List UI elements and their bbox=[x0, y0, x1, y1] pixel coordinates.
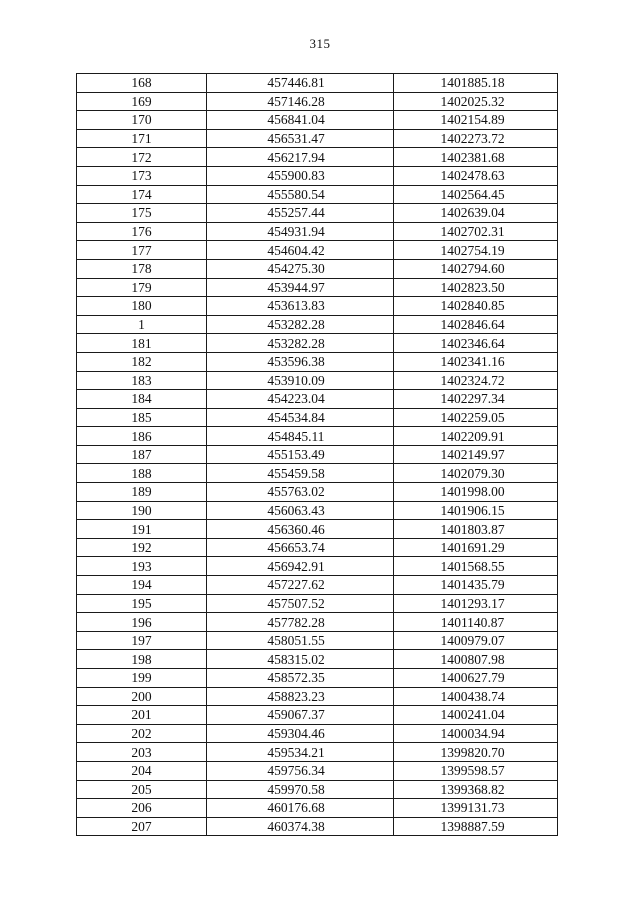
point-id-cell: 188 bbox=[77, 464, 207, 483]
y-coordinate-cell: 1402079.30 bbox=[394, 464, 558, 483]
point-id-cell: 207 bbox=[77, 817, 207, 836]
table-row bbox=[77, 185, 558, 204]
point-id-cell: 187 bbox=[77, 445, 207, 464]
table-row bbox=[77, 780, 558, 799]
x-coordinate-cell: 454223.04 bbox=[207, 390, 394, 409]
table-row bbox=[77, 241, 558, 260]
point-id-cell: 200 bbox=[77, 687, 207, 706]
point-id-cell: 183 bbox=[77, 371, 207, 390]
y-coordinate-cell: 1401998.00 bbox=[394, 483, 558, 502]
y-coordinate-cell: 1398887.59 bbox=[394, 817, 558, 836]
point-id-cell: 176 bbox=[77, 222, 207, 241]
x-coordinate-cell: 456217.94 bbox=[207, 148, 394, 167]
point-id-cell: 168 bbox=[77, 74, 207, 93]
table-row bbox=[77, 111, 558, 130]
y-coordinate-cell: 1400034.94 bbox=[394, 724, 558, 743]
point-id-cell: 174 bbox=[77, 185, 207, 204]
table-row bbox=[77, 613, 558, 632]
table-row bbox=[77, 74, 558, 93]
y-coordinate-cell: 1402702.31 bbox=[394, 222, 558, 241]
point-id-cell: 189 bbox=[77, 483, 207, 502]
y-coordinate-cell: 1401568.55 bbox=[394, 557, 558, 576]
y-coordinate-cell: 1401691.29 bbox=[394, 538, 558, 557]
x-coordinate-cell: 455153.49 bbox=[207, 445, 394, 464]
point-id-cell: 195 bbox=[77, 594, 207, 613]
y-coordinate-cell: 1401293.17 bbox=[394, 594, 558, 613]
x-coordinate-cell: 456360.46 bbox=[207, 520, 394, 539]
x-coordinate-cell: 459304.46 bbox=[207, 724, 394, 743]
x-coordinate-cell: 456841.04 bbox=[207, 111, 394, 130]
table-row bbox=[77, 315, 558, 334]
y-coordinate-cell: 1402840.85 bbox=[394, 297, 558, 316]
table-row bbox=[77, 743, 558, 762]
x-coordinate-cell: 454604.42 bbox=[207, 241, 394, 260]
x-coordinate-cell: 454534.84 bbox=[207, 408, 394, 427]
table-row bbox=[77, 390, 558, 409]
table-row bbox=[77, 278, 558, 297]
y-coordinate-cell: 1400241.04 bbox=[394, 706, 558, 725]
x-coordinate-cell: 458572.35 bbox=[207, 669, 394, 688]
point-id-cell: 169 bbox=[77, 92, 207, 111]
point-id-cell: 177 bbox=[77, 241, 207, 260]
x-coordinate-cell: 456531.47 bbox=[207, 129, 394, 148]
table-row bbox=[77, 761, 558, 780]
x-coordinate-cell: 454275.30 bbox=[207, 259, 394, 278]
y-coordinate-cell: 1399598.57 bbox=[394, 761, 558, 780]
x-coordinate-cell: 454845.11 bbox=[207, 427, 394, 446]
point-id-cell: 179 bbox=[77, 278, 207, 297]
table-row bbox=[77, 631, 558, 650]
table-row bbox=[77, 520, 558, 539]
table-row bbox=[77, 724, 558, 743]
y-coordinate-cell: 1402259.05 bbox=[394, 408, 558, 427]
point-id-cell: 199 bbox=[77, 669, 207, 688]
y-coordinate-cell: 1402346.64 bbox=[394, 334, 558, 353]
table-row bbox=[77, 334, 558, 353]
point-id-cell: 197 bbox=[77, 631, 207, 650]
table-row bbox=[77, 576, 558, 595]
point-id-cell: 1 bbox=[77, 315, 207, 334]
x-coordinate-cell: 453596.38 bbox=[207, 352, 394, 371]
x-coordinate-cell: 460374.38 bbox=[207, 817, 394, 836]
point-id-cell: 170 bbox=[77, 111, 207, 130]
table-row bbox=[77, 148, 558, 167]
point-id-cell: 196 bbox=[77, 613, 207, 632]
y-coordinate-cell: 1402794.60 bbox=[394, 259, 558, 278]
y-coordinate-cell: 1402025.32 bbox=[394, 92, 558, 111]
table-row bbox=[77, 427, 558, 446]
y-coordinate-cell: 1400627.79 bbox=[394, 669, 558, 688]
table-row bbox=[77, 669, 558, 688]
x-coordinate-cell: 455257.44 bbox=[207, 204, 394, 223]
point-id-cell: 186 bbox=[77, 427, 207, 446]
y-coordinate-cell: 1401885.18 bbox=[394, 74, 558, 93]
y-coordinate-cell: 1399131.73 bbox=[394, 799, 558, 818]
table-row bbox=[77, 166, 558, 185]
y-coordinate-cell: 1402341.16 bbox=[394, 352, 558, 371]
x-coordinate-cell: 455459.58 bbox=[207, 464, 394, 483]
x-coordinate-cell: 453944.97 bbox=[207, 278, 394, 297]
point-id-cell: 193 bbox=[77, 557, 207, 576]
point-id-cell: 206 bbox=[77, 799, 207, 818]
table-row bbox=[77, 650, 558, 669]
point-id-cell: 202 bbox=[77, 724, 207, 743]
table-row bbox=[77, 92, 558, 111]
table-row bbox=[77, 259, 558, 278]
y-coordinate-cell: 1402823.50 bbox=[394, 278, 558, 297]
table-row bbox=[77, 687, 558, 706]
x-coordinate-cell: 453613.83 bbox=[207, 297, 394, 316]
y-coordinate-cell: 1400438.74 bbox=[394, 687, 558, 706]
point-id-cell: 190 bbox=[77, 501, 207, 520]
point-id-cell: 194 bbox=[77, 576, 207, 595]
page-number: 315 bbox=[309, 36, 331, 51]
point-id-cell: 198 bbox=[77, 650, 207, 669]
x-coordinate-cell: 457507.52 bbox=[207, 594, 394, 613]
point-id-cell: 178 bbox=[77, 259, 207, 278]
x-coordinate-cell: 459534.21 bbox=[207, 743, 394, 762]
table-row bbox=[77, 297, 558, 316]
x-coordinate-cell: 457146.28 bbox=[207, 92, 394, 111]
y-coordinate-cell: 1402754.19 bbox=[394, 241, 558, 260]
x-coordinate-cell: 458315.02 bbox=[207, 650, 394, 669]
x-coordinate-cell: 456942.91 bbox=[207, 557, 394, 576]
y-coordinate-cell: 1402297.34 bbox=[394, 390, 558, 409]
x-coordinate-cell: 455900.83 bbox=[207, 166, 394, 185]
x-coordinate-cell: 455580.54 bbox=[207, 185, 394, 204]
table-row bbox=[77, 799, 558, 818]
table-row bbox=[77, 371, 558, 390]
point-id-cell: 180 bbox=[77, 297, 207, 316]
y-coordinate-cell: 1402564.45 bbox=[394, 185, 558, 204]
x-coordinate-cell: 453282.28 bbox=[207, 334, 394, 353]
y-coordinate-cell: 1402639.04 bbox=[394, 204, 558, 223]
table-row bbox=[77, 483, 558, 502]
x-coordinate-cell: 456063.43 bbox=[207, 501, 394, 520]
x-coordinate-cell: 459756.34 bbox=[207, 761, 394, 780]
y-coordinate-cell: 1402149.97 bbox=[394, 445, 558, 464]
point-id-cell: 205 bbox=[77, 780, 207, 799]
table-row bbox=[77, 501, 558, 520]
x-coordinate-cell: 460176.68 bbox=[207, 799, 394, 818]
table-row bbox=[77, 538, 558, 557]
table-row bbox=[77, 129, 558, 148]
table-row bbox=[77, 464, 558, 483]
y-coordinate-cell: 1401435.79 bbox=[394, 576, 558, 595]
point-id-cell: 185 bbox=[77, 408, 207, 427]
x-coordinate-cell: 459970.58 bbox=[207, 780, 394, 799]
coordinate-table-body bbox=[77, 74, 558, 836]
y-coordinate-cell: 1402478.63 bbox=[394, 166, 558, 185]
x-coordinate-cell: 457446.81 bbox=[207, 74, 394, 93]
point-id-cell: 203 bbox=[77, 743, 207, 762]
point-id-cell: 192 bbox=[77, 538, 207, 557]
y-coordinate-cell: 1400807.98 bbox=[394, 650, 558, 669]
point-id-cell: 171 bbox=[77, 129, 207, 148]
x-coordinate-cell: 457227.62 bbox=[207, 576, 394, 595]
coordinate-table bbox=[76, 73, 558, 836]
y-coordinate-cell: 1399820.70 bbox=[394, 743, 558, 762]
x-coordinate-cell: 453282.28 bbox=[207, 315, 394, 334]
table-row bbox=[77, 408, 558, 427]
table-row bbox=[77, 817, 558, 836]
x-coordinate-cell: 455763.02 bbox=[207, 483, 394, 502]
y-coordinate-cell: 1402154.89 bbox=[394, 111, 558, 130]
x-coordinate-cell: 458051.55 bbox=[207, 631, 394, 650]
table-row bbox=[77, 445, 558, 464]
point-id-cell: 181 bbox=[77, 334, 207, 353]
table-row bbox=[77, 706, 558, 725]
point-id-cell: 175 bbox=[77, 204, 207, 223]
table-row bbox=[77, 594, 558, 613]
y-coordinate-cell: 1402846.64 bbox=[394, 315, 558, 334]
point-id-cell: 204 bbox=[77, 761, 207, 780]
point-id-cell: 182 bbox=[77, 352, 207, 371]
y-coordinate-cell: 1399368.82 bbox=[394, 780, 558, 799]
x-coordinate-cell: 458823.23 bbox=[207, 687, 394, 706]
y-coordinate-cell: 1402273.72 bbox=[394, 129, 558, 148]
table-row bbox=[77, 222, 558, 241]
x-coordinate-cell: 456653.74 bbox=[207, 538, 394, 557]
table-row bbox=[77, 352, 558, 371]
table-row bbox=[77, 557, 558, 576]
point-id-cell: 184 bbox=[77, 390, 207, 409]
point-id-cell: 172 bbox=[77, 148, 207, 167]
x-coordinate-cell: 459067.37 bbox=[207, 706, 394, 725]
y-coordinate-cell: 1402209.91 bbox=[394, 427, 558, 446]
y-coordinate-cell: 1401140.87 bbox=[394, 613, 558, 632]
point-id-cell: 201 bbox=[77, 706, 207, 725]
x-coordinate-cell: 457782.28 bbox=[207, 613, 394, 632]
y-coordinate-cell: 1402324.72 bbox=[394, 371, 558, 390]
y-coordinate-cell: 1401906.15 bbox=[394, 501, 558, 520]
point-id-cell: 191 bbox=[77, 520, 207, 539]
y-coordinate-cell: 1400979.07 bbox=[394, 631, 558, 650]
table-row bbox=[77, 204, 558, 223]
y-coordinate-cell: 1402381.68 bbox=[394, 148, 558, 167]
y-coordinate-cell: 1401803.87 bbox=[394, 520, 558, 539]
x-coordinate-cell: 453910.09 bbox=[207, 371, 394, 390]
point-id-cell: 173 bbox=[77, 166, 207, 185]
x-coordinate-cell: 454931.94 bbox=[207, 222, 394, 241]
